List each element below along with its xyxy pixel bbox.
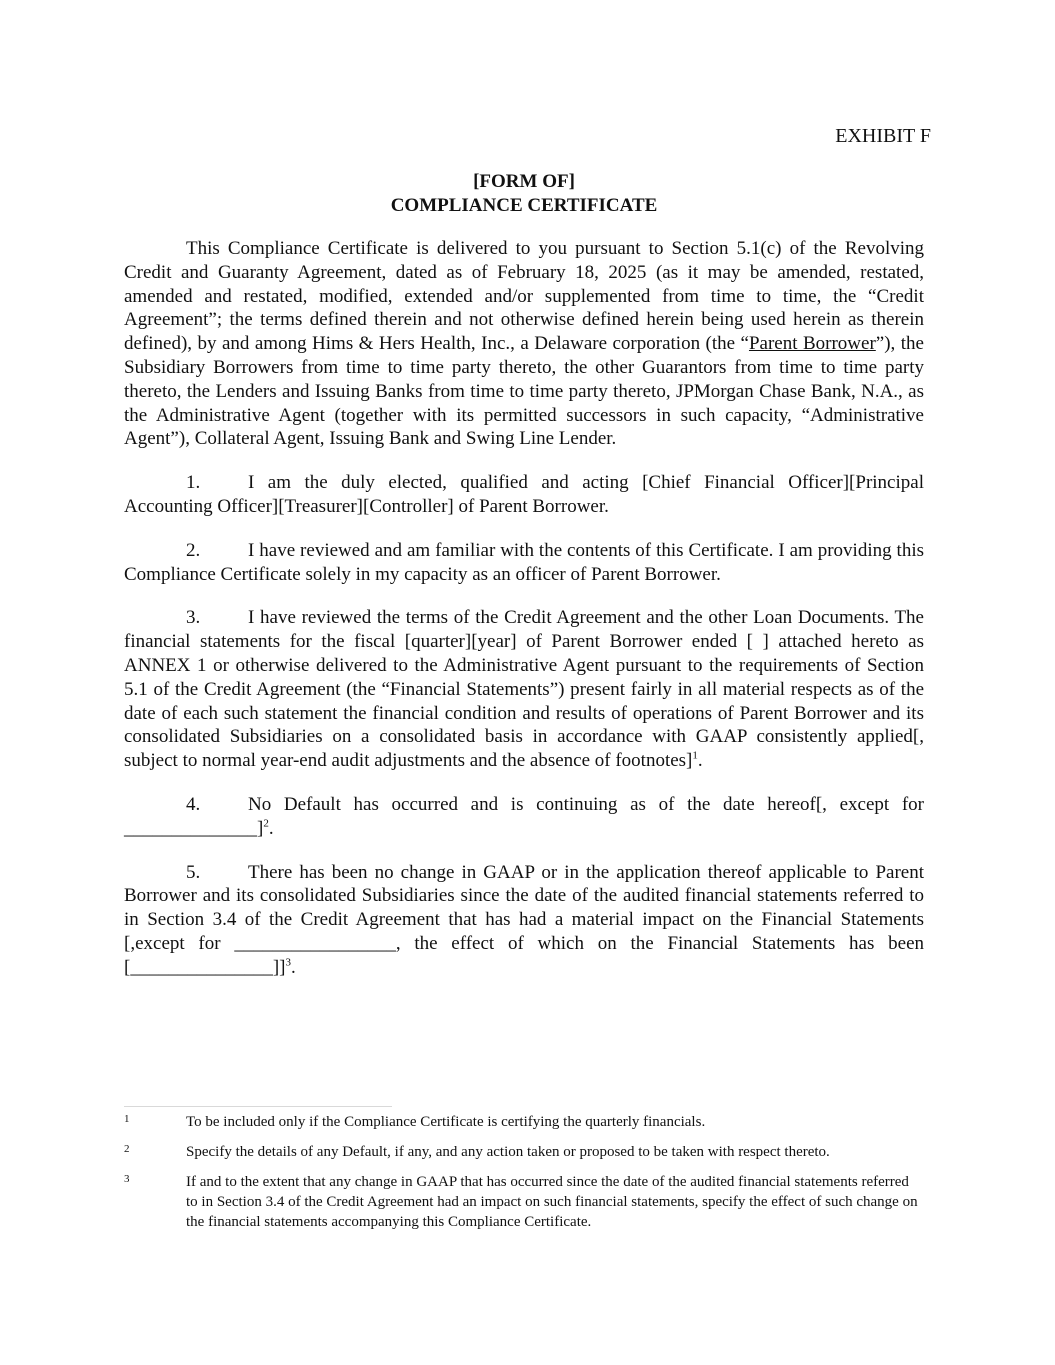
paragraph-tail: . — [290, 956, 296, 978]
footnote-text: To be included only if the Compliance Certificate is certifying the quarterly financials. — [186, 1114, 706, 1130]
paragraph-number: 2. — [186, 539, 201, 561]
footnote-text: Specify the details of any Default, if any, and any action taken or proposed to be taken with respect thereto. — [186, 1144, 830, 1160]
paragraph-text: No Default has occurred and is continuing as of the date hereof[, except for ______________] — [124, 793, 924, 839]
numbered-paragraph-4 — [124, 793, 924, 841]
paragraph-text: There has been no change in GAAP or in the application thereof applicable to Parent Borrower and its consolidated Subsidiaries since the date of the audited financial statements referred to in Section 3.4 of the Credit Agreement that has had a material impact on the Financial Statements [,except for _________________, the effect of which on the Financial Statements has been [_______________]] — [124, 861, 924, 978]
intro-text-part2: ”), the Subsidiary Borrowers from time to time party thereto, the other Guarantors from time to time party thereto, the Lenders and Issuing Banks from time to time party thereto, JPMorgan Chase Bank, N.A., as the Administrative Agent (together with its permitted successors in such capacity, “Administrative Agent”), Collateral Agent, Issuing Bank and Swing Line Lender. — [124, 333, 924, 450]
footnote-2 — [124, 1142, 924, 1162]
heading-form-of: [FORM OF] — [473, 171, 575, 192]
heading-title: COMPLIANCE CERTIFICATE — [390, 195, 658, 216]
footnote-reference-2[interactable]: 2 — [263, 817, 269, 830]
footnote-mark: 1 — [124, 1113, 130, 1125]
intro-defined-term: Parent Borrower — [748, 333, 876, 355]
paragraph-tail: . — [268, 817, 274, 839]
footnote-reference-1[interactable]: 1 — [692, 749, 698, 762]
numbered-paragraph-3 — [124, 606, 924, 773]
paragraph-text: I am the duly elected, qualified and acting [Chief Financial Officer][Principal Accounting Officer][Treasurer][Controller] of Parent Borrower. — [124, 472, 924, 517]
footnote-3 — [124, 1172, 924, 1232]
paragraph-text: I have reviewed and am familiar with the contents of this Certificate. I am providing this Compliance Certificate solely in my capacity as an officer of Parent Borrower. — [124, 539, 924, 585]
numbered-paragraph-1 — [124, 471, 924, 519]
intro-text-part1: This Compliance Certificate is delivered to you pursuant to Section 5.1(c) of the Revolving Credit and Guaranty Agreement, dated as of February 18, 2025 (as it may be amended, restated, amended and restated, modified, extended and/or supplemented from time to time, the “Credit Agreement”; the terms defined therein and not otherwise defined herein being used herein as therein defined), by and among Hims & Hers Health, Inc., a Delaware corporation (the “ — [124, 238, 924, 355]
footnote-1 — [124, 1112, 924, 1132]
paragraph-number: 4. — [186, 793, 201, 815]
paragraph-number: 5. — [186, 861, 201, 883]
intro-paragraph — [124, 237, 924, 451]
paragraph-tail: . — [697, 750, 703, 772]
footnote-separator — [124, 1106, 392, 1107]
document-body — [124, 237, 924, 1000]
footnote-text: If and to the extent that any change in GAAP that has occurred since the date of the audited financial statements referred to in Section 3.4 of the Credit Agreement had an impact on such financial statements, specify the effect of such change on the financial statements accompanying this Compliance Certificate. — [186, 1174, 918, 1230]
numbered-paragraph-5 — [124, 861, 924, 980]
paragraph-text: I have reviewed the terms of the Credit Agreement and the other Loan Documents. The financial statements for the fiscal [quarter][year] of Parent Borrower ended [ ] attached hereto as ANNEX 1 or otherwise delivered to the Administrative Agent pursuant to the requirements of Section 5.1 of the Credit Agreement (the “Financial Statements”) present fairly in all material respects as of the date of each such statement the financial condition and results of operations of Parent Borrower and its consolidated Subsidiaries on a consolidated basis in accordance with GAAP consistently applied[, subject to normal year-end audit adjustments and the absence of footnotes] — [124, 607, 924, 772]
footnote-mark: 2 — [124, 1143, 130, 1155]
exhibit-label: EXHIBIT F — [835, 125, 931, 147]
paragraph-number: 1. — [186, 472, 201, 494]
footnote-mark: 3 — [124, 1173, 130, 1185]
footnotes — [124, 1112, 924, 1242]
paragraph-number: 3. — [186, 607, 201, 629]
footnote-reference-3[interactable]: 3 — [285, 956, 291, 969]
numbered-paragraph-2 — [124, 539, 924, 587]
document-heading — [124, 170, 924, 218]
